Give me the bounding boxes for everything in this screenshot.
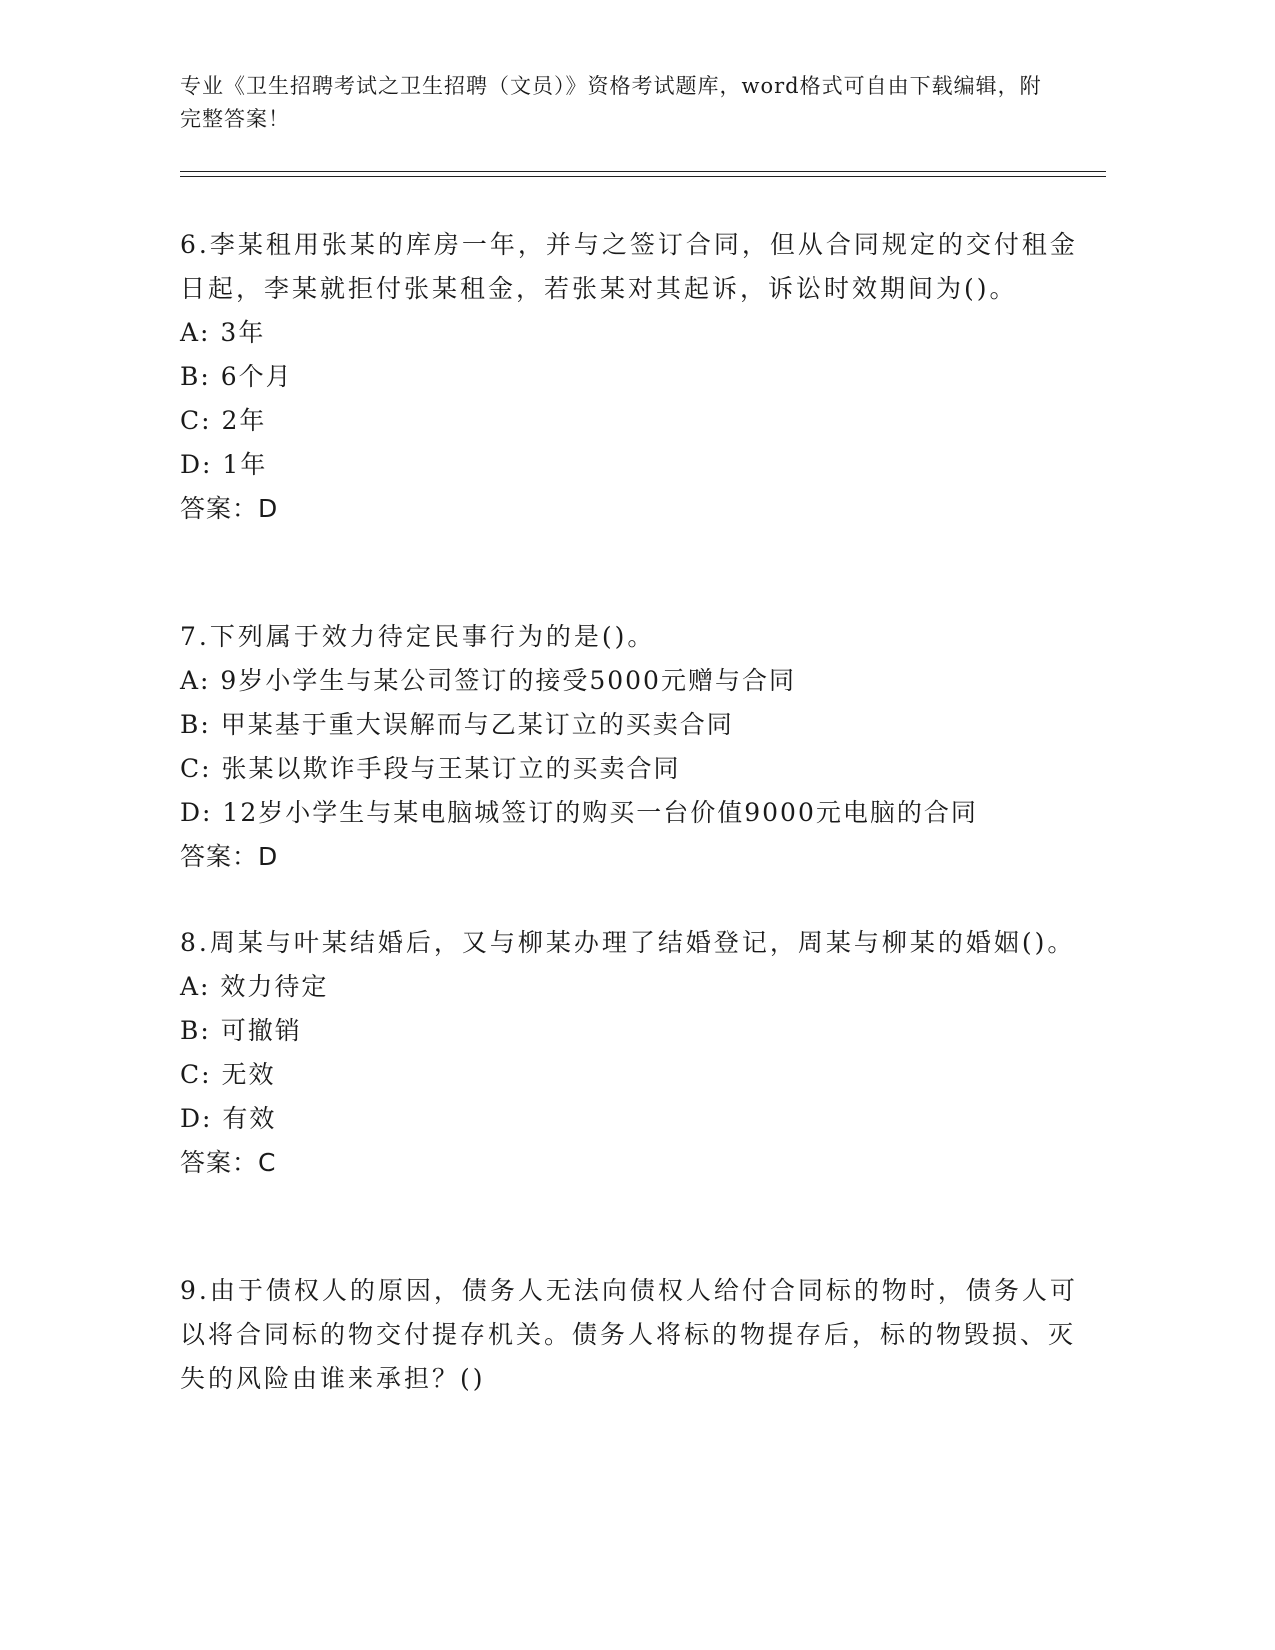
answer: 答案：D	[180, 842, 279, 871]
option-d: D: 有效	[180, 1104, 277, 1133]
question-6	[180, 223, 1080, 531]
question-stem: 8.周某与叶某结婚后，又与柳某办理了结婚登记，周某与柳某的婚姻()。	[180, 928, 1076, 957]
option-a: A: 效力待定	[180, 972, 329, 1001]
answer: 答案：C	[180, 1148, 277, 1177]
question-stem: 7.下列属于效力待定民事行为的是()。	[180, 622, 656, 651]
question-9	[180, 1269, 1080, 1401]
option-a: A: 9岁小学生与某公司签订的接受5000元赠与合同	[180, 666, 796, 695]
question-8	[180, 921, 1080, 1185]
option-d: D: 1年	[180, 450, 268, 479]
header-text: 专业《卫生招聘考试之卫生招聘（文员）》资格考试题库，word格式可自由下载编辑，附完整答案！	[180, 74, 1042, 131]
answer: 答案：D	[180, 494, 279, 523]
option-b: B: 甲某基于重大误解而与乙某订立的买卖合同	[180, 710, 734, 739]
header-divider	[180, 171, 1106, 172]
option-b: B: 可撤销	[180, 1016, 302, 1045]
option-c: C: 2年	[180, 406, 267, 435]
question-stem: 6.李某租用张某的库房一年，并与之签订合同，但从合同规定的交付租金日起，李某就拒付张某租金，若张某对其起诉，诉讼时效期间为()。	[180, 230, 1078, 303]
header-divider	[180, 176, 1106, 177]
option-b: B: 6个月	[180, 362, 293, 391]
option-a: A: 3年	[180, 318, 266, 347]
option-d: D: 12岁小学生与某电脑城签订的购买一台价值9000元电脑的合同	[180, 798, 978, 827]
option-c: C: 无效	[180, 1060, 276, 1089]
question-stem: 9.由于债权人的原因，债务人无法向债权人给付合同标的物时，债务人可以将合同标的物交付提存机关。债务人将标的物提存后，标的物毁损、灭失的风险由谁来承担？()	[180, 1276, 1078, 1393]
question-7	[180, 615, 1080, 879]
document-header	[180, 70, 1060, 136]
option-c: C: 张某以欺诈手段与王某订立的买卖合同	[180, 754, 681, 783]
